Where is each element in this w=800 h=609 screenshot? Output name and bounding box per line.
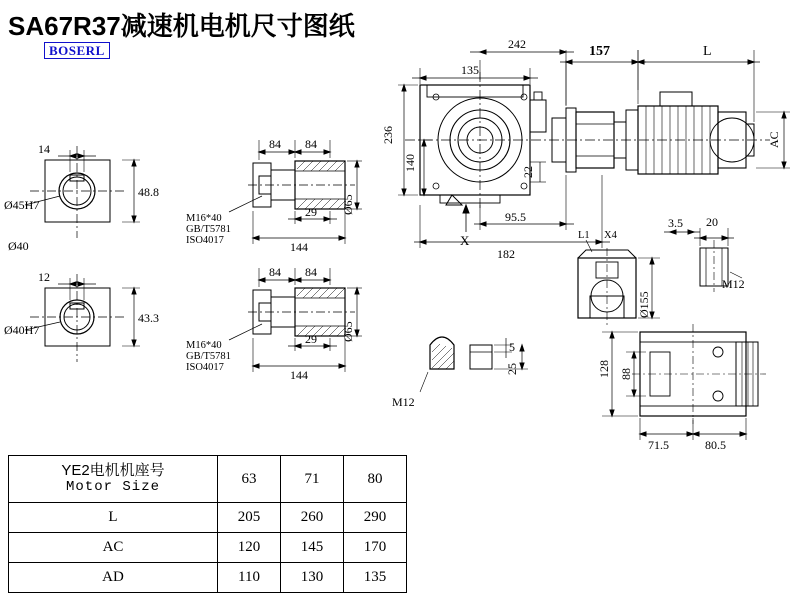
row-AD-63: 110 [218,563,281,593]
dim-29-bottom: 29 [305,332,317,346]
label-bolt-top: M16*40 [186,213,222,224]
dim-157: 157 [589,44,610,59]
label-bolt-bottom: M16*40 [186,340,222,351]
table-header-size-63: 63 [218,456,281,503]
dim-242: 242 [508,37,526,51]
motor-size-table [8,455,407,593]
dim-80-5: 80.5 [705,438,726,452]
dim-shaft-dia-top: Ø45H7 [4,198,40,212]
dim-135: 135 [461,63,479,77]
dim-dia65-top: Ø65 [341,194,355,215]
table-row [9,503,407,533]
row-label-AC: AC [9,533,218,563]
label-std-iso-top: ISO4017 [186,235,224,246]
row-label-AD: AD [9,563,218,593]
dim-height-48-8: 48.8 [138,185,159,199]
left-top-shaft-section [25,146,140,238]
dim-height-43-3: 43.3 [138,311,159,325]
table-header-label-cn: YE2电机机座号 [61,462,165,479]
dim-dia155: Ø155 [637,291,651,318]
label-std-gb-bottom: GB/T5781 [186,351,231,362]
table-header-size-71: 71 [281,456,344,503]
page-title: SA67R37减速机电机尺寸图纸 [8,11,355,41]
shaft-side-view-bottom [229,268,362,372]
dim-keyway-width-top: 14 [38,142,50,156]
table-header-label-en: Motor Size [65,479,160,495]
dim-84-a-bottom: 84 [269,265,281,279]
brand-logo: BOSERL [44,42,110,59]
dim-22: 22 [521,166,535,178]
label-std-gb-top: GB/T5781 [186,224,231,235]
table-row [9,533,407,563]
row-AC-63: 120 [218,533,281,563]
dim-5: 5 [509,340,515,354]
dim-236: 236 [381,126,395,144]
row-L-63: 205 [218,503,281,533]
dim-3-5: 3.5 [668,216,683,230]
dim-84-b-bottom: 84 [305,265,317,279]
left-bottom-shaft-section [25,274,140,362]
dim-95-5: 95.5 [505,210,526,224]
label-X4: X4 [604,230,617,241]
dim-144-top: 144 [290,240,308,254]
label-m12-bottom: M12 [392,395,415,409]
dim-AC: AC [767,131,781,148]
row-L-80: 290 [344,503,407,533]
dim-84-a-top: 84 [269,137,281,151]
row-label-L: L [9,503,218,533]
dim-bore-dia: Ø40 [8,239,29,253]
label-std-iso-bottom: ISO4017 [186,362,224,373]
table-header-size-80: 80 [344,456,407,503]
row-L-71: 260 [281,503,344,533]
dim-128: 128 [597,360,611,378]
label-L1: L1 [578,230,590,241]
table-row [9,563,407,593]
row-AC-80: 170 [344,533,407,563]
dim-25: 25 [505,363,519,375]
dim-dia65-bottom: Ø65 [341,321,355,342]
main-assembly-view [398,50,790,248]
dim-88: 88 [619,368,633,380]
label-m12-right: M12 [722,277,745,291]
dim-shaft-dia-bottom: Ø40H7 [4,323,40,337]
dim-140: 140 [403,154,417,172]
dim-71-5: 71.5 [648,438,669,452]
dim-20: 20 [706,215,718,229]
shaft-side-view-top [229,140,362,244]
dim-keyway-width-bottom: 12 [38,270,50,284]
dim-L: L [703,44,712,59]
row-AD-71: 130 [281,563,344,593]
dim-144-bottom: 144 [290,368,308,382]
dim-29-top: 29 [305,205,317,219]
dim-84-b-top: 84 [305,137,317,151]
table-header-row [9,456,407,503]
label-X: X [460,233,470,248]
dim-182: 182 [497,247,515,261]
row-AC-71: 145 [281,533,344,563]
table-header-label [9,456,218,503]
row-AD-80: 135 [344,563,407,593]
detail-bottom-mount-view [602,324,766,440]
